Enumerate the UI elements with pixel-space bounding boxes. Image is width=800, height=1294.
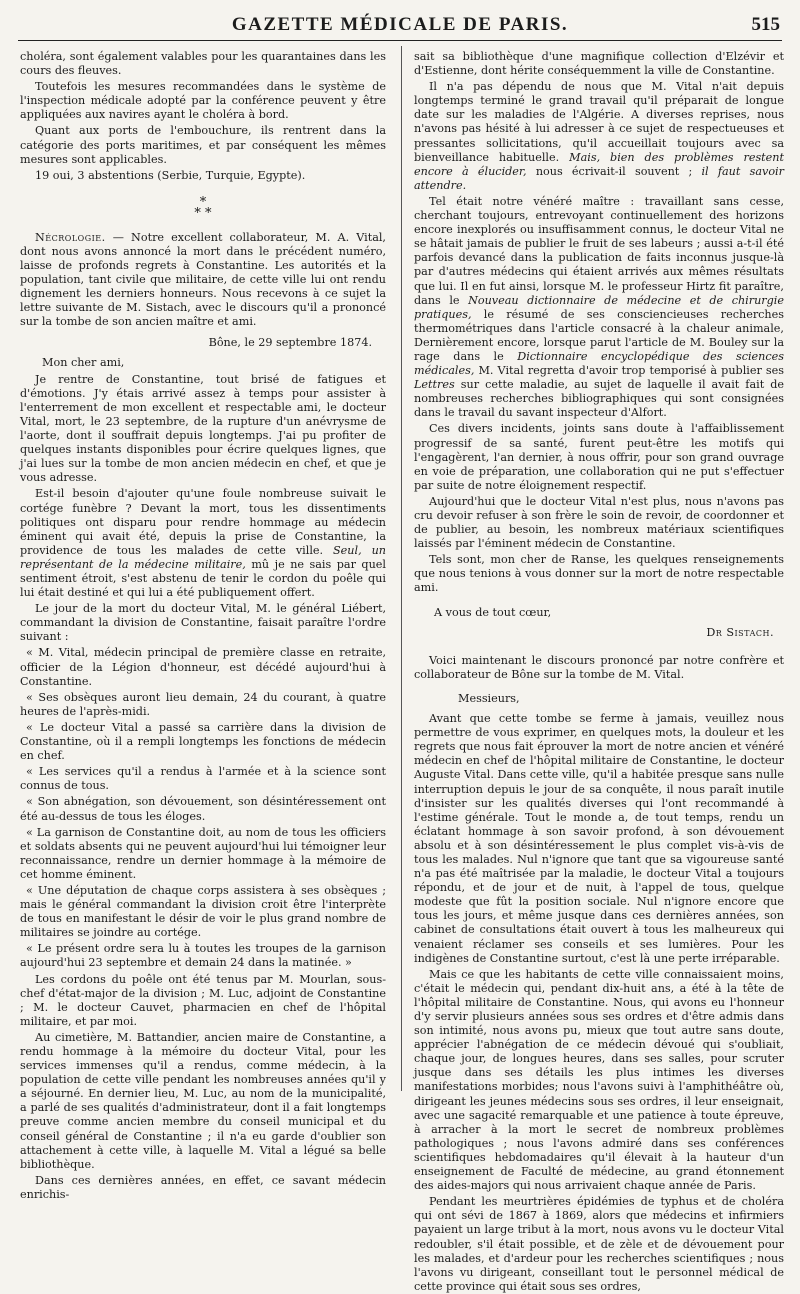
- italic-text: Nouveau dictionnaire de médecine et de chirurgie pratiques,: [414, 293, 785, 321]
- letter-date: Bône, le 29 septembre 1874.: [208, 335, 372, 349]
- italic-text: Mais, bien des problèmes restent encore à élucider,: [414, 150, 785, 178]
- italic-text: il faut savoir attendre.: [414, 164, 784, 192]
- text-run: sur cette maladie, au sujet de laquelle il avait fait de nombreuses recherches bibliographiques qui sont consignées dans le travail du savant inspecteur d'Alfort.: [414, 378, 784, 420]
- letter-salutation: Mon cher ami,: [42, 355, 125, 369]
- paragraph: Toutefois les mesures recommandées dans le système de l'inspection médicale adopté par la conférence peuvent y être appliquées aux navires ayant le choléra à bord.: [20, 80, 386, 122]
- text-run: nous écrivait-il souvent ;: [526, 164, 702, 178]
- paragraph: Les cordons du poêle ont été tenus par M. Mourlan, sous-chef d'état-major de la division ; M. Luc, adjoint de Constantine ; M. le docteur Cauvet, pharmacien en chef de l'hôpital militaire, et par moi.: [20, 972, 386, 1028]
- paragraph: Aujourd'hui que le docteur Vital n'est plus, nous n'avons pas cru devoir refuser à son frère le soin de revoir, de coordonner et de publier, au besoin, les nombreux matériaux scientifiques laissés par l'éminent médecin de Constantine.: [414, 494, 784, 551]
- paragraph: Ces divers incidents, joints sans doute à l'affaiblissement progressif de sa santé, furent peut-être les motifs qui l'engagèrent, l'an dernier, à nous offrir, pour son grand ouvrage en voie de préparation, une collaboration qui ne put s'effectuer par suite de notre éloignement respectif.: [414, 422, 784, 492]
- order-line: « Son abnégation, son dévouement, son désintéressement ont été au-dessus de tous les éloges.: [20, 795, 386, 823]
- italic-text: Lettres: [414, 378, 455, 392]
- order-line: « Une députation de chaque corps assistera à ses obsèques ; mais le général commandant la division croit être l'interprète de tous en manifestant le désir de voir le plus grand nombre de militaires se joindre au cortége.: [20, 883, 386, 940]
- text-run: le résumé de ses consciencieuses recherches thermométriques dans l'article consacré à la chaleur animale, Dernièrement encore, lorsque parut l'article de M. Bouley sur la rage dans le: [414, 307, 784, 363]
- italic-text: Dictionnaire encyclopédique des sciences médicales,: [414, 349, 784, 378]
- order-line: « Le docteur Vital a passé sa carrière dans la division de Constantine, où il a rempli longtemps les fonctions de médecin en chef.: [20, 720, 386, 763]
- section-separator: [20, 194, 386, 221]
- text-run: mû je ne sais par quel sentiment étroit, s'est abstenu de tenir le cordon du poêle qui lui était destiné et qui lui a été publiquement offert.: [20, 557, 386, 600]
- order-line: « Ses obsèques auront lieu demain, 24 du courant, à quatre heures de l'après-midi.: [20, 690, 386, 718]
- letter-signature: Dr Sistach.: [706, 625, 774, 639]
- military-order: [20, 646, 386, 970]
- paragraph: [20, 487, 386, 600]
- speech-paragraph: Pendant les meurtrières épidémies de typhus et de choléra qui ont sévi de 1867 à 1869, alors que médecins et infirmiers payaient un large tribut à la mort, nous avons vu le docteur Vital redoubler, s'il était possible, et de zèle et de dévouement pour les malades, et d'ardeur pour les recherches scientifiques ; nous l'avons vu dirigeant, conseillant tout le personnel médical de cette province qui était sous ses ordres,: [414, 1195, 784, 1293]
- separator-stars: * *: [194, 205, 212, 221]
- header-rule: [18, 40, 782, 41]
- column-divider: [401, 46, 402, 1091]
- paragraph: [414, 80, 784, 193]
- paragraph: Je rentre de Constantine, tout brisé de fatigues et d'émotions. J'y étais arrivé assez à temps pour assister à l'enterrement de mon excellent et respectable ami, le docteur Vital, mort, le 23 septembre, de la rupture d'un anévrysme de l'aorte, dont il souffrait depuis longtemps. J'ai pu profiter de quelques instants disponibles pour écrire quelques lignes, que j'ai lues sur la tombe de mon ancien médecin en chef, et que je vous adresse.: [20, 372, 386, 485]
- paragraph: Au cimetière, M. Battandier, ancien maire de Constantine, a rendu hommage à la mémoire du docteur Vital, pour les services immenses qu'il a rendus, comme médecin, à la population de cette ville pendant les nombreuses années qu'il y a séjourné. En dernier lieu, M. Luc, au nom de la municipalité, a parlé de ses qualités d'administrateur, dont il a fait longtemps preuve comme ancien membre du conseil municipal et du conseil général de Constantine ; il n'a eu garde d'oublier son attachement à cette ville, à laquelle M. Vital a légué sa belle bibliothèque.: [20, 1030, 386, 1171]
- left-column: [20, 50, 386, 1201]
- right-column: [414, 50, 785, 1293]
- paragraph: [414, 195, 784, 421]
- order-line: « Le présent ordre sera lu à toutes les troupes de la garnison aujourd'hui 23 septembre et demain 24 dans la matinée. »: [20, 942, 386, 970]
- paragraph: choléra, sont également valables pour les quarantaines dans les cours des fleuves.: [20, 50, 386, 78]
- speech-salutation: Messieurs,: [458, 691, 520, 705]
- speech-paragraph: Avant que cette tombe se ferme à jamais, veuillez nous permettre de vous exprimer, en quelques mots, la douleur et les regrets que nous fait éprouver la mort de notre ancien et vénéré médecin en chef de l'hôpital militaire de Constantine, le docteur Auguste Vital. Dans cette ville, qu'il a habitée presque sans nulle interruption depuis le jour de sa conquête, il nous paraît inutile d'insister sur les qualités diverses qui l'ont recommandé à l'estime générale. Tout le monde a, de tout temps, rendu un éclatant hommage à son savoir profond, à son dévouement absolu et à son désintéressement le plus complet vis-à-vis de tous les malades. Nul n'ignore que tant que sa vigoureuse santé n'a pas été maîtrisée par la maladie, le docteur Vital a toujours répondu, et de jour et de nuit, à l'appel de tous, quelque modeste que fût la position sociale. Nul n'ignore encore que tous les jours, et même jusque dans ces dernières années, son cabinet de consultations était ouvert à tous les malheureux qui venaient réclamer ses conseils et ses lumières. Pour les indigènes de Constantine surtout, c'est là une perte irréparable.: [414, 712, 784, 965]
- paragraph: sait sa bibliothèque d'une magnifique collection d'Elzévir et d'Estienne, dont hérite conséquemment la ville de Constantine.: [414, 50, 784, 78]
- vote-result: 19 oui, 3 abstentions (Serbie, Turquie, Egypte).: [35, 168, 306, 182]
- paragraph: Tels sont, mon cher de Ranse, les quelques renseignements que nous tenions à vous donner sur la mort de notre respectable ami.: [414, 553, 784, 595]
- paragraph: Voici maintenant le discours prononcé par notre confrère et collaborateur de Bône sur la tombe de M. Vital.: [414, 653, 784, 681]
- text-run: Il n'a pas dépendu de nous que M. Vital n'ait depuis longtemps terminé le grand travail qu'il préparait de longue date sur les maladies de l'Algérie. A diverses reprises, nous n'avons pas hésité à lui adresser à ce sujet de respectueuses et pressantes sollicitations, qu'il accueillait toujours avec sa bienveillance habituelle.: [414, 80, 784, 164]
- letter-signoff: A vous de tout cœur,: [434, 605, 552, 619]
- text-run: Est-il besoin d'ajouter qu'une foule nombreuse suivait le cortége funèbre ? Devant la mort, tous les dissentiments politiques ont disparu pour rendre hommage au médecin éminent qui avait été, depuis la prise de Constantine, la providence de tous les malades de cette ville.: [20, 487, 386, 557]
- journal-title: GAZETTE MÉDICALE DE PARIS.: [231, 14, 569, 35]
- page-header: [0, 0, 800, 40]
- necrology-paragraph: [20, 231, 386, 330]
- paragraph: Quant aux ports de l'embouchure, ils rentrent dans la catégorie des ports maritimes, et par conséquent les mêmes mesures sont applicables.: [20, 124, 386, 166]
- separator-star: *: [199, 194, 207, 210]
- paragraph: Dans ces dernières années, en effet, ce savant médecin enrichis-: [20, 1173, 386, 1201]
- page-number: 515: [751, 14, 780, 35]
- order-line: « M. Vital, médecin principal de première classe en retraite, officier de la Légion d'honneur, est décédé aujourd'hui à Constantine.: [20, 646, 386, 688]
- italic-text: Seul, un représentant de la médecine militaire,: [20, 543, 386, 571]
- order-line: « Les services qu'il a rendus à l'armée et à la science sont connus de tous.: [20, 765, 386, 793]
- text-run: Tel était notre vénéré maître : travaillant sans cesse, cherchant toujours, entrevoyant continuellement des horizons encore inexplorés ou insuffisamment connus, le docteur Vital ne se hâtait jamais de publier le fruit de ses labeurs ; aussi a-t-il été parfois devancé dans la publication de faits inconnus jusque-là par d'autres médecins qui étaient arrivés aux mêmes résultats que lui. Il en fut ainsi, lorsque M. le professeur Hirtz fit paraître, dans le: [414, 194, 784, 307]
- text-run: M. Vital regretta d'avoir trop temporisé à publier ses: [474, 364, 784, 378]
- necrology-label: Nécrologie.: [35, 230, 106, 244]
- necrology-text: — Notre excellent collaborateur, M. A. Vital, dont nous avons annoncé la mort dans le précédent numéro, laisse de profonds regrets à Constantine. Les autorités et la population, tant civile que militaire, de cette ville lui ont rendu dignement les derniers honneurs. Nous recevons à ce sujet la lettre suivante de M. Sistach, avec le discours qu'il a prononcé sur la tombe de son ancien maître et ami.: [20, 230, 386, 329]
- paragraph: Le jour de la mort du docteur Vital, M. le général Liébert, commandant la division de Constantine, faisait paraître l'ordre suivant :: [20, 602, 386, 644]
- speech-paragraph: Mais ce que les habitants de cette ville connaissaient moins, c'était le médecin qui, pendant dix-huit ans, a été à la tête de l'hôpital militaire de Constantine. Nous, qui avons eu l'honneur d'y servir plusieurs années sous ses ordres et d'être admis dans son intimité, nous avons pu, mieux que tout autre sans doute, apprécier l'abnégation de ce médecin dévoué qui s'oubliait, chaque jour, de longues heures, dans ses salles, pour scruter jusque dans ses détails les plus intimes les diverses manifestations morbides; nous l'avons suivi à l'amphithéâtre où, dirigeant les jeunes médecins sous ses ordres, il leur enseignait, avec une sagacité remarquable et une patience à toute épreuve, à arracher à la mort le secret de nombreux problèmes pathologiques ; nous l'avons admiré dans ses conférences scientifiques hebdomadaires qu'il élevait à la hauteur d'un enseignement de Faculté de médecine, au grand étonnement des aides-majors qui nous arrivaient chaque année de Paris.: [414, 967, 784, 1193]
- order-line: « La garnison de Constantine doit, au nom de tous les officiers et soldats absents qui ne peuvent aujourd'hui lui témoigner leur reconnaissance, rendre un dernier hommage à la mémoire de cet homme éminent.: [20, 825, 386, 881]
